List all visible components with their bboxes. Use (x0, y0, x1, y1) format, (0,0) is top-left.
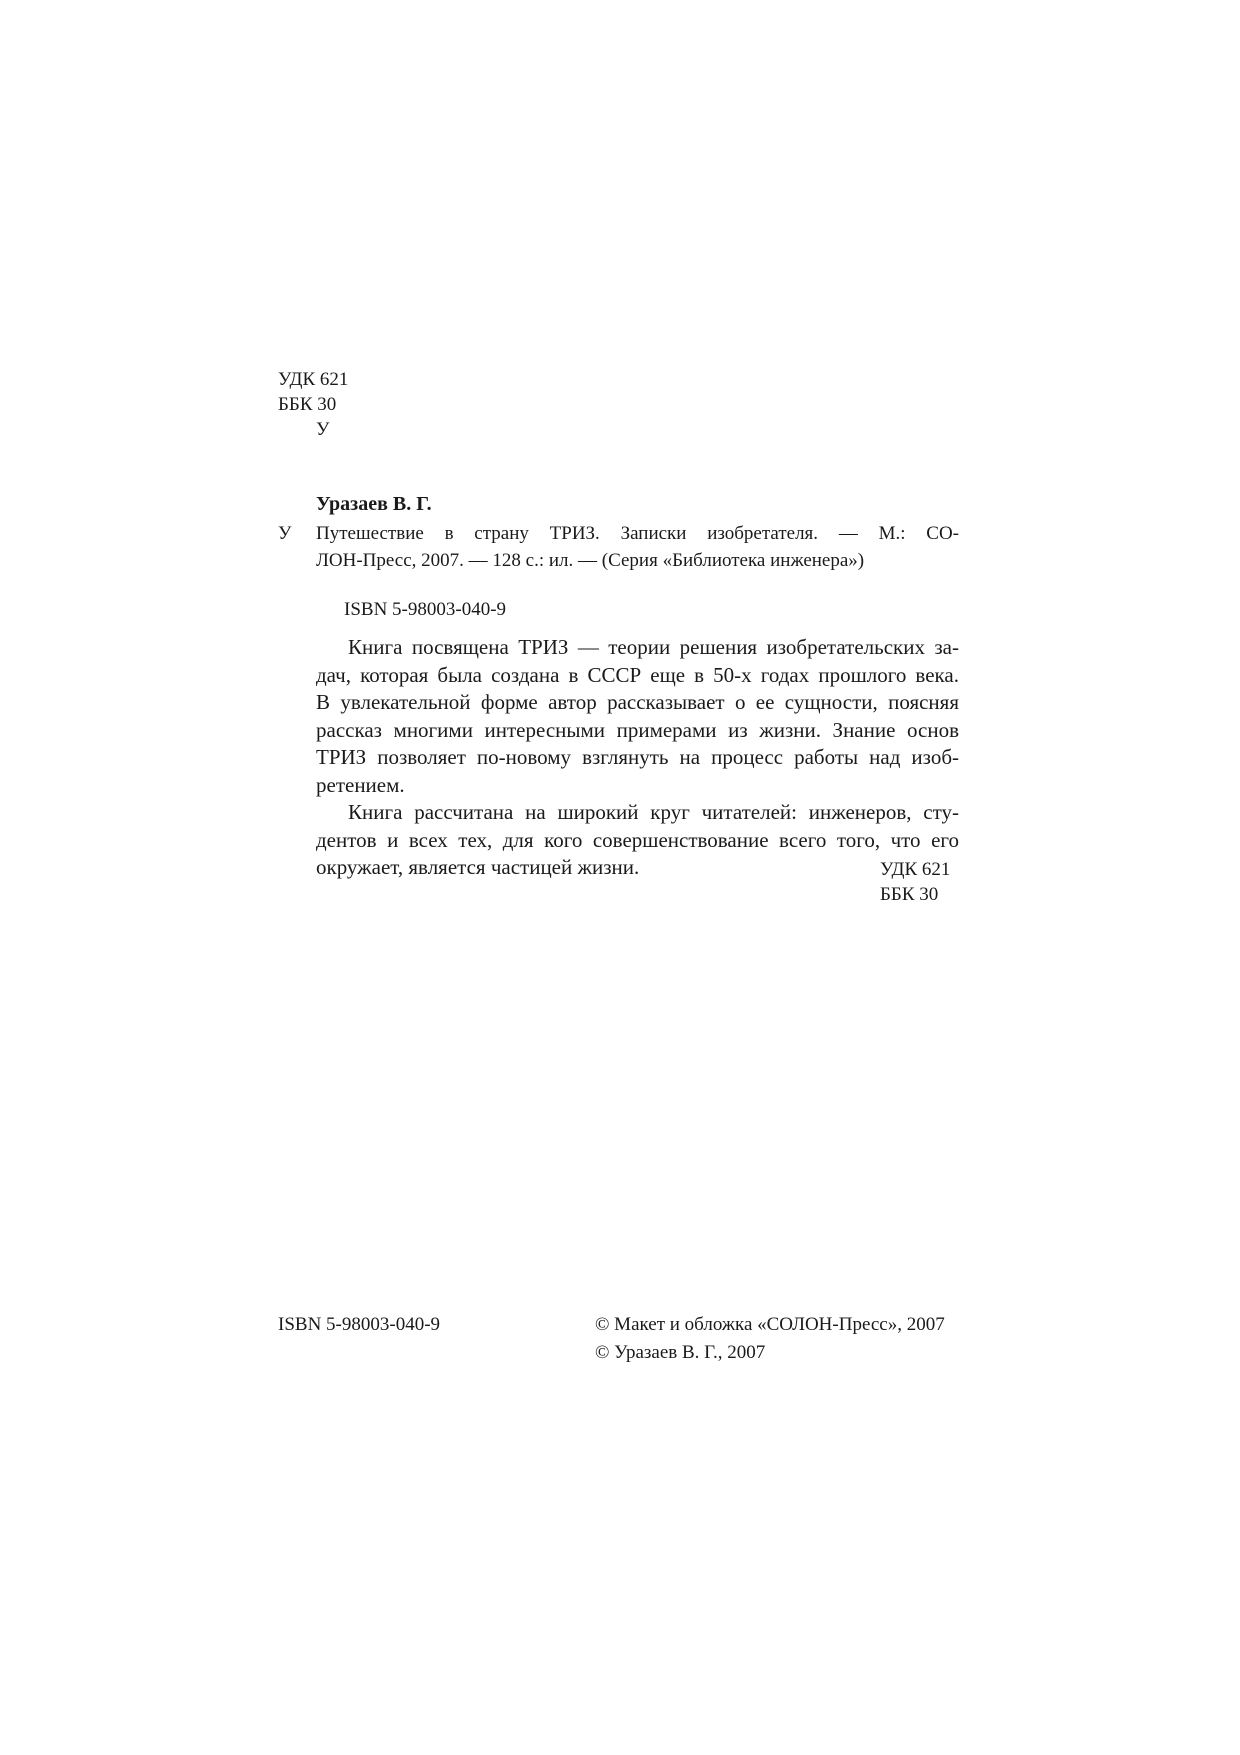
annotation-line: В увлекательной форме автор рассказывает о ее сущности, поясняя (316, 690, 959, 714)
title-line-2: ЛОН-Пресс, 2007. — 128 с.: ил. — (Серия «Библиотека инженера») (316, 550, 865, 571)
copyright-block (595, 1311, 945, 1367)
bbk-code-bottom: ББК 30 (880, 884, 939, 905)
author-mark: У (278, 523, 292, 544)
annotation-line: ТРИЗ позволяет по-новому взглянуть на процесс работы над изоб- (316, 745, 959, 769)
annotation-line: рассказ многими интересными примерами из жизни. Знание основ (316, 717, 959, 742)
annotation-line: Книга рассчитана на широкий круг читателей: инженеров, сту- (348, 800, 959, 824)
isbn-record: ISBN 5-98003-040-9 (344, 599, 507, 620)
author-sign: У (316, 419, 330, 440)
copyright-publisher: © Макет и обложка «СОЛОН-Пресс», 2007 (595, 1314, 945, 1335)
udk-code: УДК 621 (278, 369, 349, 390)
annotation-line: дентов и всех тех, для кого совершенствование всего того, что его (316, 827, 959, 852)
isbn-footer: ISBN 5-98003-040-9 (278, 1314, 441, 1335)
annotation-line: окружает, является частицей жизни. (316, 855, 640, 879)
annotation-line: дач, которая была создана в СССР еще в 50-х годах прошлого века. (316, 662, 959, 687)
author-name: Уразаев В. Г. (316, 493, 432, 515)
annotation-line: ретением. (316, 772, 405, 797)
classification-bottom (880, 857, 950, 907)
title-line-1: Путешествие в страну ТРИЗ. Записки изобретателя. — М.: СО- (316, 523, 959, 544)
udk-code-bottom: УДК 621 (880, 859, 951, 880)
classification-top (278, 367, 348, 442)
copyright-author: © Уразаев В. Г., 2007 (595, 1342, 766, 1363)
annotation-line: Книга посвящена ТРИЗ — теории решения изобретательских за- (348, 635, 959, 659)
annotation-paragraph-1 (316, 634, 959, 799)
bbk-code: ББК 30 (278, 394, 337, 415)
annotation-paragraph-2 (316, 799, 959, 882)
